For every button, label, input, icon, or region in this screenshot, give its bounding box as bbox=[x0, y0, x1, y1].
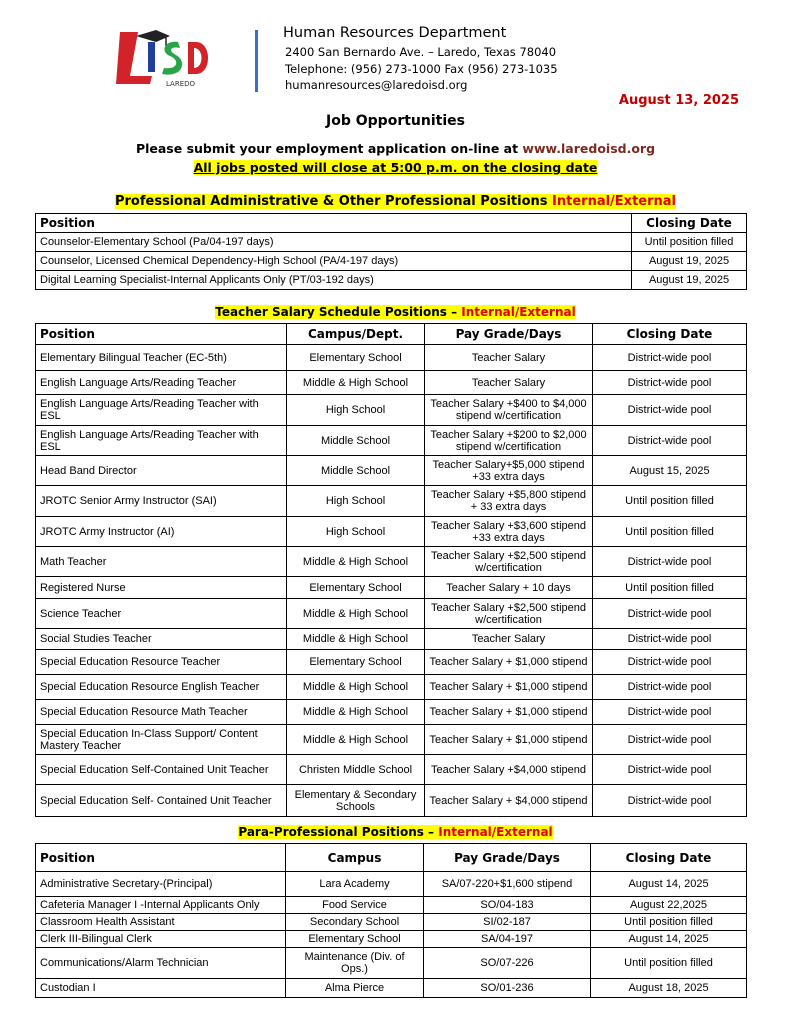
cell-campus: Middle & High School bbox=[287, 547, 425, 577]
col-position: Position bbox=[36, 844, 286, 872]
closing-note-text: All jobs posted will close at 5:00 p.m. on the closing date bbox=[193, 160, 598, 175]
table-row bbox=[36, 872, 747, 897]
cell-campus: Alma Pierce bbox=[286, 979, 424, 998]
email: humanresources@laredoisd.org bbox=[285, 78, 468, 92]
cell-closing: August 15, 2025 bbox=[593, 456, 747, 486]
cell-closing: Until position filled bbox=[632, 233, 747, 252]
cell-position: Elementary Bilingual Teacher (EC-5th) bbox=[36, 345, 287, 371]
table-row bbox=[36, 650, 747, 675]
cell-pay: Teacher Salary bbox=[425, 371, 593, 395]
table-row bbox=[36, 233, 747, 252]
cell-closing: Until position filled bbox=[591, 948, 747, 979]
table-row bbox=[36, 629, 747, 650]
cell-closing: District-wide pool bbox=[593, 675, 747, 700]
para-heading-text: Para-Professional Positions – bbox=[238, 825, 439, 839]
cell-closing: August 19, 2025 bbox=[632, 271, 747, 290]
col-campus: Campus bbox=[286, 844, 424, 872]
cell-campus: Secondary School bbox=[286, 914, 424, 931]
phone-fax: Telephone: (956) 273-1000 Fax (956) 273-1035 bbox=[285, 61, 558, 76]
cell-position: Classroom Health Assistant bbox=[36, 914, 286, 931]
cell-closing: District-wide pool bbox=[593, 395, 747, 426]
cell-campus: Lara Academy bbox=[286, 872, 424, 897]
cell-position: Registered Nurse bbox=[36, 577, 287, 599]
letterhead bbox=[0, 0, 791, 100]
cell-campus: Elementary & Secondary Schools bbox=[287, 785, 425, 817]
cell-pay: Teacher Salary +$2,500 stipend w/certification bbox=[425, 599, 593, 629]
col-position: Position bbox=[36, 324, 287, 345]
cell-campus: Middle & High School bbox=[287, 725, 425, 755]
cell-pay: SA/04-197 bbox=[424, 931, 591, 948]
address: 2400 San Bernardo Ave. – Laredo, Texas 78040 bbox=[285, 45, 557, 59]
submit-instructions bbox=[0, 141, 791, 156]
table-row bbox=[36, 675, 747, 700]
cell-pay: Teacher Salary + 10 days bbox=[425, 577, 593, 599]
cell-closing: August 18, 2025 bbox=[591, 979, 747, 998]
website-link[interactable]: www.laredoisd.org bbox=[522, 141, 656, 156]
posting-date: August 13, 2025 bbox=[618, 93, 739, 108]
cell-campus: Elementary School bbox=[286, 931, 424, 948]
closing-note bbox=[0, 160, 791, 175]
cell-pay: Teacher Salary +$4,000 stipend bbox=[425, 755, 593, 785]
col-position: Position bbox=[36, 214, 632, 233]
cell-closing: August 14, 2025 bbox=[591, 931, 747, 948]
para-section-heading bbox=[0, 825, 791, 839]
table-row bbox=[36, 252, 747, 271]
col-closing-date: Closing Date bbox=[593, 324, 747, 345]
table-row bbox=[36, 755, 747, 785]
cell-closing: District-wide pool bbox=[593, 426, 747, 456]
cell-pay: SO/04-183 bbox=[424, 897, 591, 914]
cell-campus: Elementary School bbox=[287, 577, 425, 599]
cell-campus: Middle & High School bbox=[287, 675, 425, 700]
cell-pay: Teacher Salary + $1,000 stipend bbox=[425, 675, 593, 700]
cell-pay: SI/02-187 bbox=[424, 914, 591, 931]
cell-pay: Teacher Salary + $4,000 stipend bbox=[425, 785, 593, 817]
professional-heading-text: Professional Administrative & Other Professional Positions bbox=[114, 194, 553, 209]
letterhead-divider bbox=[255, 30, 258, 92]
teacher-section-heading bbox=[0, 305, 791, 319]
cell-closing: District-wide pool bbox=[593, 650, 747, 675]
cell-pay: Teacher Salary bbox=[425, 629, 593, 650]
cell-pay: Teacher Salary +$200 to $2,000 stipend w/certification bbox=[425, 426, 593, 456]
cell-position: Cafeteria Manager I -Internal Applicants Only bbox=[36, 897, 286, 914]
cell-closing: Until position filled bbox=[593, 486, 747, 517]
cell-position: JROTC Senior Army Instructor (SAI) bbox=[36, 486, 287, 517]
table-row bbox=[36, 948, 747, 979]
professional-section-heading bbox=[0, 194, 791, 209]
cell-closing: District-wide pool bbox=[593, 785, 747, 817]
cell-campus: High School bbox=[287, 486, 425, 517]
cell-position: Special Education Resource Math Teacher bbox=[36, 700, 287, 725]
cell-position: Math Teacher bbox=[36, 547, 287, 577]
submit-text: Please submit your employment application on-line at bbox=[135, 141, 523, 156]
cell-pay: SO/07-226 bbox=[424, 948, 591, 979]
col-closing-date: Closing Date bbox=[591, 844, 747, 872]
table-row bbox=[36, 577, 747, 599]
table-row bbox=[36, 700, 747, 725]
table-row bbox=[36, 725, 747, 755]
teacher-positions-table bbox=[35, 323, 747, 817]
cell-closing: District-wide pool bbox=[593, 371, 747, 395]
svg-text:LAREDO: LAREDO bbox=[166, 80, 196, 88]
cell-closing: District-wide pool bbox=[593, 599, 747, 629]
table-row bbox=[36, 486, 747, 517]
cell-pay: Teacher Salary +$400 to $4,000 stipend w/certification bbox=[425, 395, 593, 426]
cell-campus: Maintenance (Div. of Ops.) bbox=[286, 948, 424, 979]
cell-pay: Teacher Salary +$5,800 stipend + 33 extra days bbox=[425, 486, 593, 517]
col-campus-dept: Campus/Dept. bbox=[287, 324, 425, 345]
cell-position: Counselor-Elementary School (Pa/04-197 days) bbox=[36, 233, 632, 252]
table-row bbox=[36, 271, 747, 290]
cell-campus: High School bbox=[287, 395, 425, 426]
cell-pay: SO/01-236 bbox=[424, 979, 591, 998]
cell-closing: August 22,2025 bbox=[591, 897, 747, 914]
para-positions-table bbox=[35, 843, 747, 998]
cell-position: Special Education In-Class Support/ Content Mastery Teacher bbox=[36, 725, 287, 755]
cell-campus: Middle & High School bbox=[287, 700, 425, 725]
cell-campus: Christen Middle School bbox=[287, 755, 425, 785]
cell-closing: District-wide pool bbox=[593, 700, 747, 725]
col-closing-date: Closing Date bbox=[632, 214, 747, 233]
cell-position: English Language Arts/Reading Teacher bbox=[36, 371, 287, 395]
cell-position: Administrative Secretary-(Principal) bbox=[36, 872, 286, 897]
cell-closing: District-wide pool bbox=[593, 547, 747, 577]
table-row bbox=[36, 456, 747, 486]
cell-position: Counselor, Licensed Chemical Dependency-High School (PA/4-197 days) bbox=[36, 252, 632, 271]
cell-pay: Teacher Salary +$3,600 stipend +33 extra days bbox=[425, 517, 593, 547]
cell-closing: District-wide pool bbox=[593, 629, 747, 650]
cell-position: JROTC Army Instructor (AI) bbox=[36, 517, 287, 547]
cell-pay: Teacher Salary + $1,000 stipend bbox=[425, 725, 593, 755]
cell-campus: Food Service bbox=[286, 897, 424, 914]
cell-campus: Middle School bbox=[287, 426, 425, 456]
table-row bbox=[36, 914, 747, 931]
table-row bbox=[36, 897, 747, 914]
lisd-logo bbox=[108, 26, 216, 90]
cell-closing: Until position filled bbox=[593, 517, 747, 547]
contact-block bbox=[285, 44, 558, 94]
cell-pay: Teacher Salary + $1,000 stipend bbox=[425, 700, 593, 725]
cell-position: Special Education Resource Teacher bbox=[36, 650, 287, 675]
cell-campus: Elementary School bbox=[287, 650, 425, 675]
cell-closing: Until position filled bbox=[593, 577, 747, 599]
col-pay-grade: Pay Grade/Days bbox=[424, 844, 591, 872]
cell-closing: August 14, 2025 bbox=[591, 872, 747, 897]
cell-pay: Teacher Salary+$5,000 stipend +33 extra days bbox=[425, 456, 593, 486]
table-row bbox=[36, 345, 747, 371]
cell-campus: Middle & High School bbox=[287, 599, 425, 629]
table-row bbox=[36, 599, 747, 629]
cell-position: English Language Arts/Reading Teacher with ESL bbox=[36, 395, 287, 426]
cell-position: Communications/Alarm Technician bbox=[36, 948, 286, 979]
cell-closing: District-wide pool bbox=[593, 345, 747, 371]
table-row bbox=[36, 517, 747, 547]
page-title: Job Opportunities bbox=[326, 113, 465, 129]
cell-closing: District-wide pool bbox=[593, 755, 747, 785]
department-name: Human Resources Department bbox=[283, 25, 507, 41]
cell-position: Special Education Resource English Teacher bbox=[36, 675, 287, 700]
table-row bbox=[36, 931, 747, 948]
cell-pay: Teacher Salary bbox=[425, 345, 593, 371]
cell-position: Digital Learning Specialist-Internal Applicants Only (PT/03-192 days) bbox=[36, 271, 632, 290]
cell-campus: Elementary School bbox=[287, 345, 425, 371]
cell-campus: Middle & High School bbox=[287, 629, 425, 650]
cell-closing: Until position filled bbox=[591, 914, 747, 931]
cell-position: Custodian I bbox=[36, 979, 286, 998]
teacher-heading-tag: Internal/External bbox=[461, 305, 576, 319]
cell-pay: Teacher Salary + $1,000 stipend bbox=[425, 650, 593, 675]
cell-position: Clerk III-Bilingual Clerk bbox=[36, 931, 286, 948]
table-row bbox=[36, 979, 747, 998]
cell-campus: Middle & High School bbox=[287, 371, 425, 395]
table-row bbox=[36, 426, 747, 456]
para-heading-tag: Internal/External bbox=[438, 825, 553, 839]
table-row bbox=[36, 547, 747, 577]
cell-position: English Language Arts/Reading Teacher with ESL bbox=[36, 426, 287, 456]
cell-campus: High School bbox=[287, 517, 425, 547]
table-row bbox=[36, 785, 747, 817]
cell-position: Special Education Self-Contained Unit Teacher bbox=[36, 755, 287, 785]
cell-position: Social Studies Teacher bbox=[36, 629, 287, 650]
col-pay-grade: Pay Grade/Days bbox=[425, 324, 593, 345]
cell-position: Science Teacher bbox=[36, 599, 287, 629]
teacher-heading-text: Teacher Salary Schedule Positions – bbox=[215, 305, 462, 319]
table-row bbox=[36, 395, 747, 426]
cell-pay: Teacher Salary +$2,500 stipend w/certification bbox=[425, 547, 593, 577]
cell-closing: August 19, 2025 bbox=[632, 252, 747, 271]
cell-campus: Middle School bbox=[287, 456, 425, 486]
professional-heading-tag: Internal/External bbox=[552, 194, 676, 209]
table-row bbox=[36, 371, 747, 395]
cell-position: Head Band Director bbox=[36, 456, 287, 486]
cell-position: Special Education Self- Contained Unit Teacher bbox=[36, 785, 287, 817]
professional-positions-table bbox=[35, 213, 747, 290]
cell-closing: District-wide pool bbox=[593, 725, 747, 755]
cell-pay: SA/07-220+$1,600 stipend bbox=[424, 872, 591, 897]
